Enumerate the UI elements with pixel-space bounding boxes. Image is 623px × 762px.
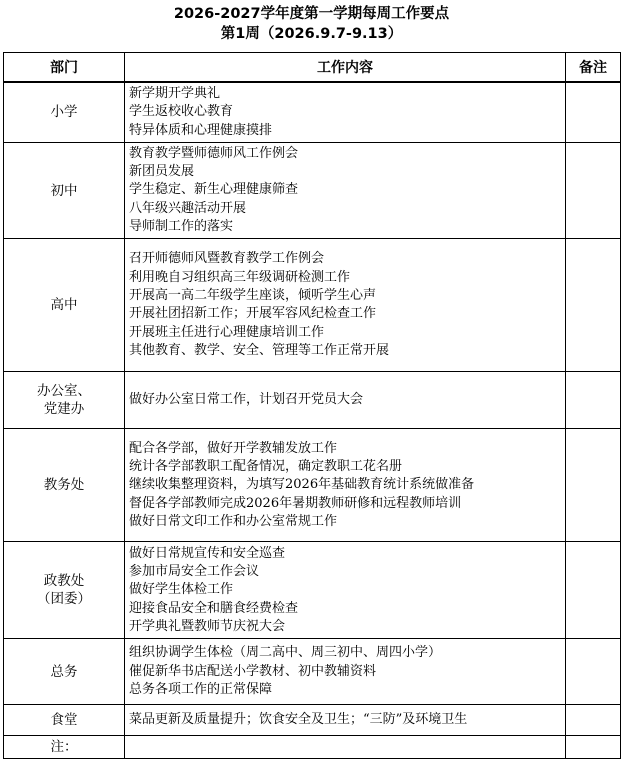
table-row [4,239,621,372]
remark-cell [566,705,621,736]
content-cell [125,429,566,542]
table-row [4,372,621,429]
week-subtitle: 第1周（2026.9.7-9.13） [220,26,403,42]
work-item: 新团员发展 [129,164,195,180]
dept-cell [4,705,125,736]
dept-name: 小学 [50,104,78,121]
header-content: 工作内容 [125,53,566,83]
note-remark-cell [566,736,621,759]
content-cell [125,82,566,142]
table-body [4,82,621,759]
document-title: 2026-2027学年度第一学期每周工作要点 [173,6,450,22]
work-item: 组织协调学生体检（周二高中、周三初中、周四小学） [129,645,442,661]
header-remark: 备注 [566,53,621,83]
dept-name: 政教处 [43,573,85,590]
work-item: 配合各学部，做好开学教辅发放工作 [129,440,338,456]
dept-cell [4,82,125,142]
work-item: 迎接食品安全和膳食经费检查 [129,600,299,616]
content-cell [125,372,566,429]
table-row [4,639,621,705]
work-item: 参加市局安全工作会议 [129,563,260,579]
content-cell [125,705,566,736]
content-cell [125,542,566,639]
work-item: 继续收集整理资料，为填写2026年基础教育统计系统做准备 [129,477,475,493]
work-item: 做好日常文印工作和办公室常规工作 [129,513,338,529]
work-item: 新学期开学典礼 [129,86,221,101]
work-item: 做好学生体检工作 [129,582,234,598]
dept-name: 食堂 [50,712,78,729]
work-item: 菜品更新及质量提升；饮食安全及卫生；“三防”及环境卫生 [129,712,468,728]
dept-cell [4,542,125,639]
work-item: 做好日常规宣传和安全巡查 [129,545,286,561]
table-row [4,705,621,736]
remark-cell [566,82,621,142]
dept-cell [4,142,125,238]
remark-cell [566,239,621,372]
work-plan-table [3,52,621,759]
dept-cell [4,639,125,705]
note-content-cell [125,736,566,759]
remark-cell [566,542,621,639]
dept-name: 总务 [50,663,78,680]
note-label: 注： [4,736,125,759]
work-item: 利用晚自习组织高三年级调研检测工作 [129,269,351,285]
work-item: 学生稳定、新生心理健康筛查 [129,182,299,198]
work-item: 总务各项工作的正常保障 [129,682,273,698]
table-row [4,429,621,542]
work-item: 学生返校收心教育 [129,104,234,120]
dept-name: （团委） [37,591,91,608]
dept-cell [4,372,125,429]
work-item: 八年级兴趣活动开展 [129,200,247,216]
work-item: 督促各学部教师完成2026年暑期教师研修和远程教师培训 [129,495,462,511]
content-cell [125,639,566,705]
dept-cell [4,239,125,372]
dept-name: 办公室、 [37,383,91,400]
dept-name: 党建办 [43,401,85,418]
table-row [4,142,621,238]
work-item: 教育教学暨师德师风工作例会 [129,145,299,161]
work-item: 开展高一高二年级学生座谈，倾听学生心声 [129,288,377,304]
table-row [4,82,621,142]
dept-name: 教务处 [43,477,85,494]
work-item: 其他教育、教学、安全、管理等工作正常开展 [129,342,390,358]
work-item: 开学典礼暨教师节庆祝大会 [129,618,286,634]
work-item: 特异体质和心理健康摸排 [129,122,273,138]
work-item: 催促新华书店配送小学教材、初中教辅资料 [129,663,377,679]
header-row [4,53,621,83]
header-dept: 部门 [4,53,125,83]
table-row [4,542,621,639]
remark-cell [566,429,621,542]
remark-cell [566,372,621,429]
work-item: 统计各学部教职工配备情况，确定教职工花名册 [129,458,403,474]
remark-cell [566,639,621,705]
work-item: 开展社团招新工作；开展军容风纪检查工作 [129,306,377,322]
content-cell [125,142,566,238]
remark-cell [566,142,621,238]
dept-name: 高中 [50,297,78,314]
work-item: 导师制工作的落实 [129,219,234,235]
dept-name: 初中 [50,182,78,199]
note-row [4,736,621,759]
content-cell [125,239,566,372]
work-item: 召开师德师风暨教育教学工作例会 [129,251,325,267]
work-item: 做好办公室日常工作，计划召开党员大会 [129,392,364,408]
dept-cell [4,429,125,542]
work-item: 开展班主任进行心理健康培训工作 [129,324,325,340]
